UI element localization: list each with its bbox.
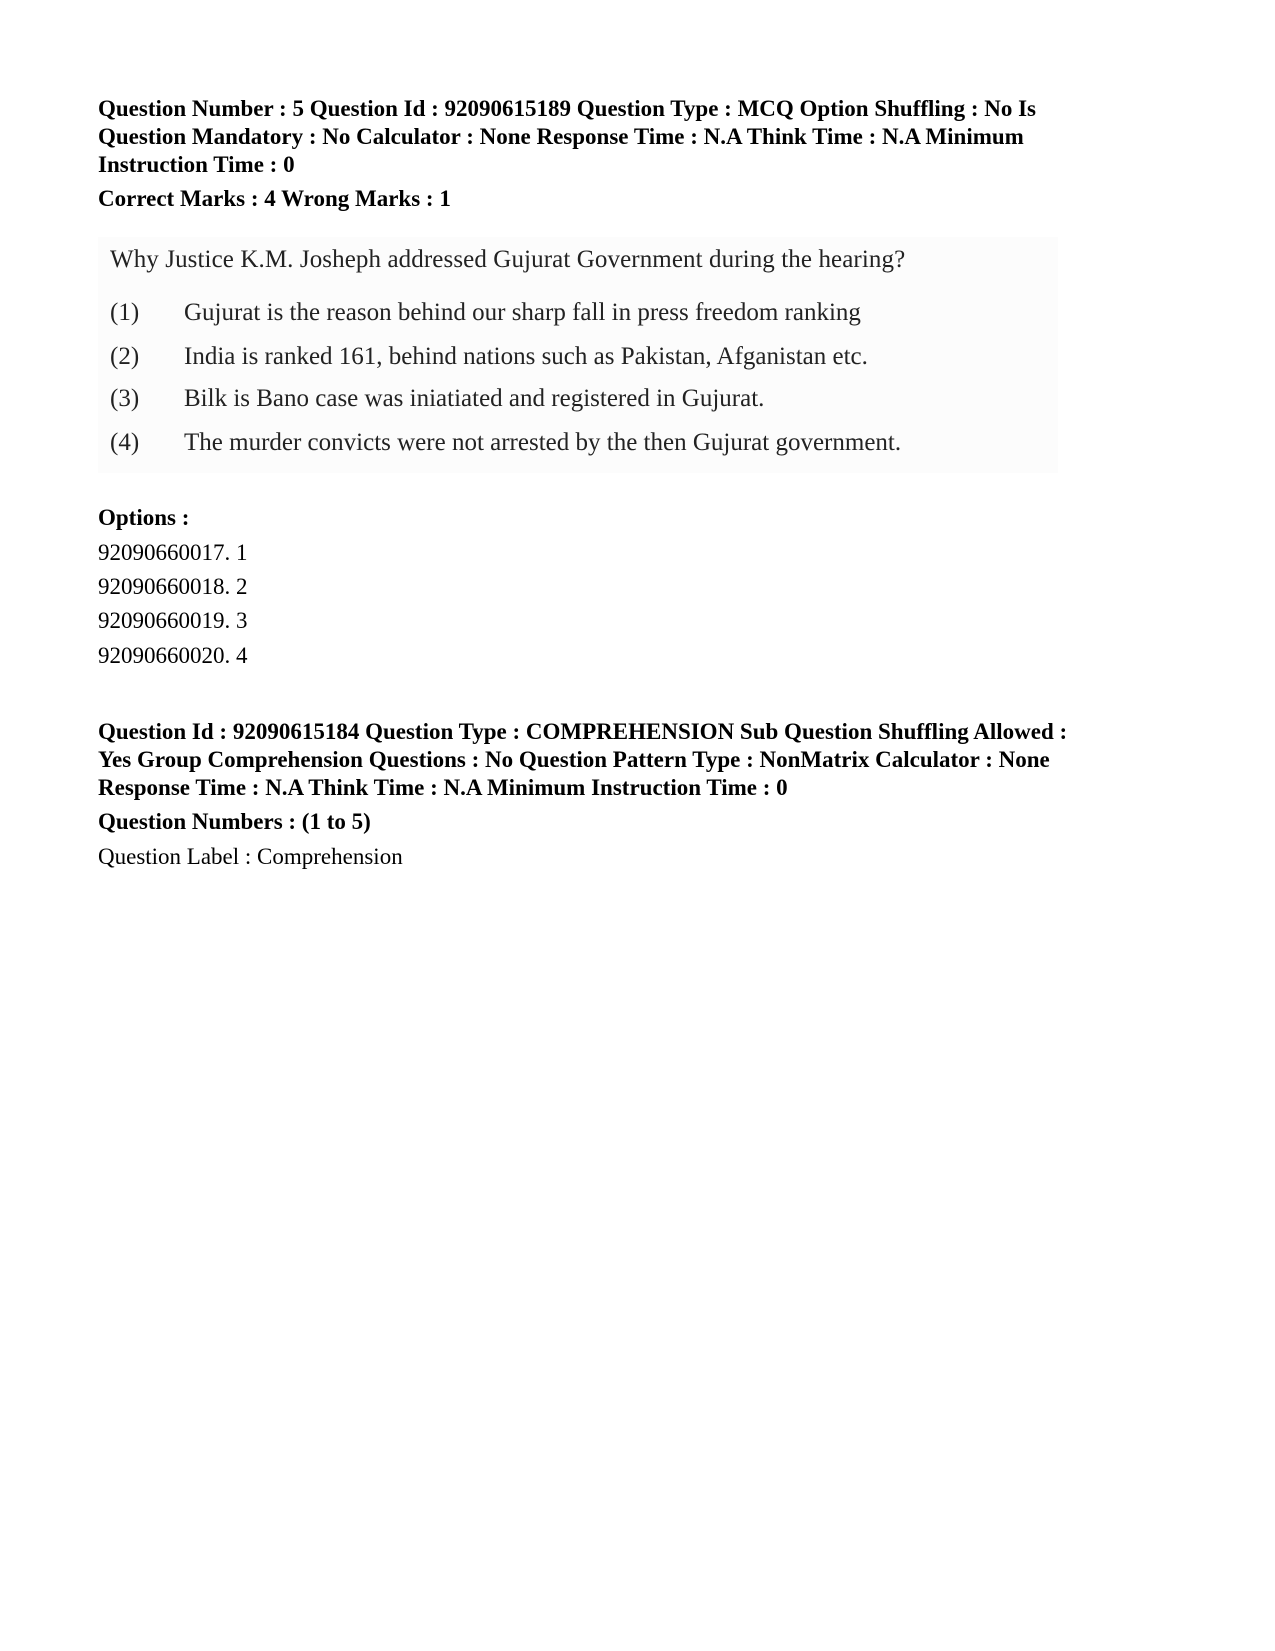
comprehension-meta-line-2: Yes Group Comprehension Questions : No Question Pattern Type : NonMatrix Calculator : None [98, 747, 1050, 772]
question-image [98, 237, 1058, 473]
question-stem: Why Justice K.M. Josheph addressed Gujurat Government during the hearing? [110, 246, 906, 273]
choice-2-text: India is ranked 161, behind nations such as Pakistan, Afganistan etc. [184, 343, 868, 370]
question-5-meta-line-2: Question Mandatory : No Calculator : None Response Time : N.A Think Time : N.A Minimum [98, 124, 1024, 149]
question-5-meta-line-1: Question Number : 5 Question Id : 92090615189 Question Type : MCQ Option Shuffling : No Is [98, 96, 1037, 121]
option-2: 92090660018. 2 [98, 574, 248, 599]
comprehension-meta-line-1: Question Id : 92090615184 Question Type : COMPREHENSION Sub Question Shuffling Allowed : [98, 719, 1068, 744]
choice-4-number: (4) [110, 429, 140, 456]
option-4: 92090660020. 4 [98, 643, 248, 668]
comprehension-metadata [98, 718, 1178, 802]
option-1: 92090660017. 1 [98, 540, 248, 565]
choice-3-text: Bilk is Bano case was iniatiated and registered in Gujurat. [184, 385, 765, 412]
comprehension-meta-line-3: Response Time : N.A Think Time : N.A Minimum Instruction Time : 0 [98, 775, 788, 800]
question-numbers: Question Numbers : (1 to 5) [98, 809, 371, 834]
question-5-meta-line-3: Instruction Time : 0 [98, 152, 295, 177]
choice-1-text: Gujurat is the reason behind our sharp fall in press freedom ranking [184, 299, 861, 326]
choice-2-number: (2) [110, 343, 140, 370]
choice-3-number: (3) [110, 385, 140, 412]
choice-4-text: The murder convicts were not arrested by the then Gujurat government. [184, 429, 902, 456]
choice-1-number: (1) [110, 299, 140, 326]
options-title: Options : [98, 505, 190, 530]
question-5-metadata [98, 95, 1178, 179]
option-3: 92090660019. 3 [98, 608, 248, 633]
question-label: Question Label : Comprehension [98, 844, 403, 869]
question-5-marks: Correct Marks : 4 Wrong Marks : 1 [98, 186, 451, 211]
